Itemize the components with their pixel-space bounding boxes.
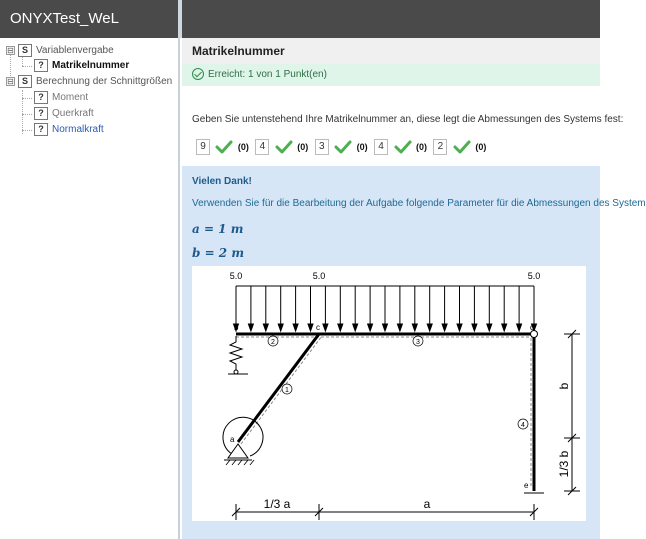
correct-check-icon xyxy=(454,140,470,154)
dimension-label-a: a xyxy=(423,497,431,511)
tree-item-label: Moment xyxy=(52,92,89,103)
load-arrowhead xyxy=(278,324,283,331)
collapse-icon[interactable]: ⊟ xyxy=(7,46,14,55)
member-number-3: 3 xyxy=(416,339,420,346)
digit-input[interactable]: 2 xyxy=(433,139,447,155)
feedback-panel xyxy=(182,166,646,539)
member-number-2: 2 xyxy=(271,339,275,346)
tree-item-label: Querkraft xyxy=(52,108,94,119)
points-label: (0) xyxy=(297,141,309,152)
load-arrowhead xyxy=(248,324,253,331)
parameter-a: a = 1 m xyxy=(192,222,244,236)
load-arrowhead xyxy=(353,324,358,331)
distributed-load xyxy=(234,286,537,331)
load-arrowhead xyxy=(517,324,522,331)
question-title: Matrikelnummer xyxy=(192,44,285,58)
load-value-mid: 5.0 xyxy=(312,271,326,281)
tree-item-label: Berechnung der Schnittgrößen xyxy=(36,76,173,87)
load-arrowhead xyxy=(383,324,388,331)
node-label-c: c xyxy=(316,323,320,332)
navigation-tree xyxy=(0,38,178,539)
sidebar-border xyxy=(178,38,180,539)
load-arrowhead xyxy=(412,324,417,331)
node-label-d: d xyxy=(530,323,535,332)
tree-item-berechnung[interactable] xyxy=(6,75,172,90)
load-arrowhead xyxy=(457,324,462,331)
points-label: (0) xyxy=(356,141,368,152)
answer-digit-4 xyxy=(374,138,427,156)
question-marker-icon: ? xyxy=(34,123,48,136)
load-arrowhead xyxy=(397,324,402,331)
load-value-left: 5.0 xyxy=(229,271,243,281)
question-marker-icon: ? xyxy=(34,59,48,72)
ground-hatch xyxy=(226,460,254,465)
digit-input[interactable]: 4 xyxy=(255,139,269,155)
feedback-text: Verwenden Sie für die Bearbeitung der Aufgabe folgende Parameter für die Abmessungen des System xyxy=(192,198,646,209)
load-arrowhead xyxy=(487,324,492,331)
digit-input[interactable]: 4 xyxy=(374,139,388,155)
member-number-4: 4 xyxy=(521,422,525,429)
dimension-label-third-b: 1/3 b xyxy=(557,450,571,478)
load-arrowhead xyxy=(338,324,343,331)
node-label-a: a xyxy=(230,435,235,444)
load-arrowhead xyxy=(427,324,432,331)
question-text: Geben Sie untenstehend Ihre Matrikelnummer an, diese legt die Abmessungen des Systems fest: xyxy=(192,114,624,125)
panel-splitter[interactable] xyxy=(178,0,182,38)
pin-support xyxy=(228,444,248,458)
app-title: ONYXTest_WeL xyxy=(10,10,119,27)
question-header xyxy=(182,38,600,64)
frame-drawing xyxy=(192,266,586,521)
load-arrowhead xyxy=(323,324,328,331)
digit-input[interactable]: 9 xyxy=(196,139,210,155)
content-area xyxy=(182,38,646,539)
load-arrowhead xyxy=(308,324,313,331)
load-value-right: 5.0 xyxy=(527,271,541,281)
load-arrowhead xyxy=(293,324,298,331)
correct-check-icon xyxy=(395,140,411,154)
dimension-label-third-a: 1/3 a xyxy=(263,497,291,511)
question-marker-icon: ? xyxy=(34,107,48,120)
dimension-label-b: b xyxy=(557,382,571,390)
node-label-b: b xyxy=(234,323,239,332)
correct-check-icon xyxy=(276,140,292,154)
section-marker-icon: S xyxy=(18,44,32,57)
top-bar xyxy=(0,0,600,38)
collapse-icon[interactable]: ⊟ xyxy=(7,77,14,86)
correct-check-icon xyxy=(216,140,232,154)
answer-digit-3 xyxy=(315,138,368,156)
points-label: (0) xyxy=(237,141,249,152)
digit-input[interactable]: 3 xyxy=(315,139,329,155)
correct-check-icon xyxy=(335,140,351,154)
check-circle-icon xyxy=(192,68,204,80)
tree-item-querkraft[interactable] xyxy=(34,107,94,122)
question-marker-icon: ? xyxy=(34,91,48,104)
structure-diagram xyxy=(192,266,586,521)
tree-item-label: Normalkraft xyxy=(52,124,104,135)
member-number-1: 1 xyxy=(285,387,289,394)
points-label: (0) xyxy=(475,141,487,152)
tree-item-label: Variablenvergabe xyxy=(36,45,114,56)
answer-digit-2 xyxy=(255,138,308,156)
parameter-b: b = 2 m xyxy=(192,246,245,260)
tree-item-matrikelnummer[interactable] xyxy=(34,59,129,74)
tree-item-label: Matrikelnummer xyxy=(52,60,130,71)
tree-item-normalkraft[interactable] xyxy=(34,123,104,138)
diagonal-dashed xyxy=(241,336,322,444)
load-arrowhead xyxy=(442,324,447,331)
result-banner xyxy=(182,64,600,86)
load-arrowhead xyxy=(472,324,477,331)
tree-item-variablenvergabe[interactable] xyxy=(6,44,114,59)
node-label-e: e xyxy=(524,481,529,490)
section-marker-icon: S xyxy=(18,75,32,88)
load-arrowhead xyxy=(502,324,507,331)
member-diagonal xyxy=(238,334,319,442)
load-arrowhead xyxy=(368,324,373,331)
result-text: Erreicht: 1 von 1 Punkt(en) xyxy=(208,69,327,80)
answer-digit-1 xyxy=(196,138,249,156)
answer-fields xyxy=(196,138,488,156)
load-arrowhead xyxy=(263,324,268,331)
answer-digit-5 xyxy=(433,138,486,156)
points-label: (0) xyxy=(415,141,427,152)
feedback-title: Vielen Dank! xyxy=(192,176,252,187)
tree-item-moment[interactable] xyxy=(34,91,88,106)
spring-hinge xyxy=(234,370,238,374)
spring-support xyxy=(230,336,242,370)
